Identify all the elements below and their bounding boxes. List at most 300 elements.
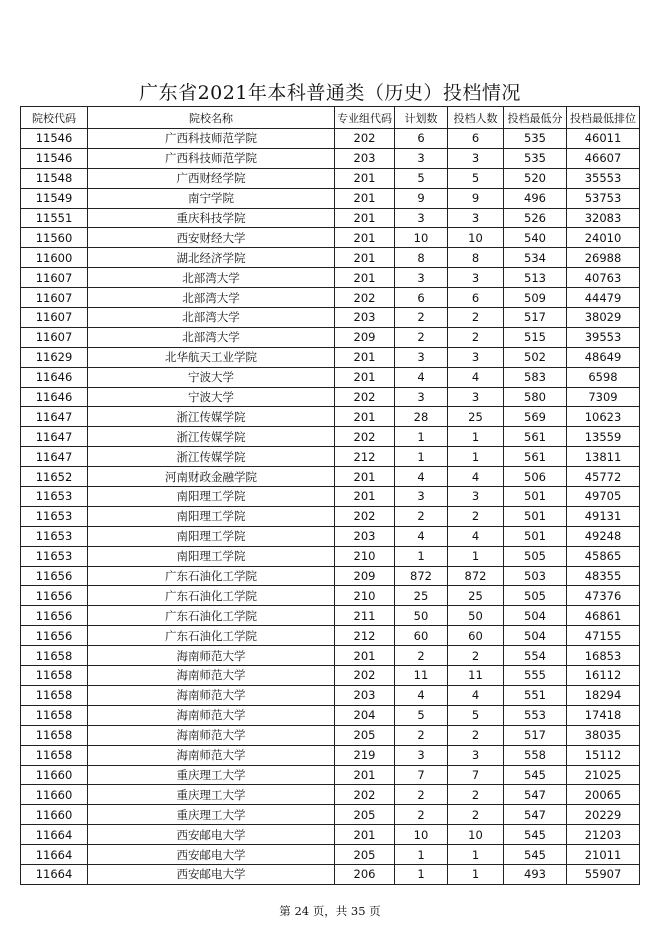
table-row [21, 825, 640, 845]
min-score-cell: 496 [504, 188, 567, 208]
table-row [21, 725, 640, 745]
plan-count-cell: 10 [395, 825, 448, 845]
group-code-cell: 211 [335, 606, 395, 626]
column-header-min-rank: 投档最低排位 [567, 107, 640, 129]
school-name-cell: 南阳理工学院 [88, 526, 335, 546]
school-code-cell: 11658 [21, 705, 88, 725]
school-name-cell: 南宁学院 [88, 188, 335, 208]
min-rank-cell: 20229 [567, 805, 640, 825]
school-name-cell: 北部湾大学 [88, 268, 335, 288]
group-code-cell: 201 [335, 188, 395, 208]
admitted-count-cell: 3 [448, 347, 504, 367]
min-rank-cell: 45865 [567, 546, 640, 566]
group-code-cell: 201 [335, 228, 395, 248]
school-code-cell: 11546 [21, 148, 88, 168]
admitted-count-cell: 6 [448, 288, 504, 308]
min-score-cell: 561 [504, 447, 567, 467]
min-rank-cell: 48355 [567, 566, 640, 586]
plan-count-cell: 2 [395, 308, 448, 328]
group-code-cell: 203 [335, 526, 395, 546]
school-code-cell: 11658 [21, 666, 88, 686]
admitted-count-cell: 3 [448, 487, 504, 507]
plan-count-cell: 1 [395, 546, 448, 566]
group-code-cell: 201 [335, 347, 395, 367]
min-score-cell: 504 [504, 606, 567, 626]
table-row [21, 347, 640, 367]
plan-count-cell: 2 [395, 506, 448, 526]
table-row [21, 268, 640, 288]
group-code-cell: 201 [335, 268, 395, 288]
plan-count-cell: 1 [395, 845, 448, 865]
group-code-cell: 202 [335, 129, 395, 149]
school-name-cell: 重庆理工大学 [88, 765, 335, 785]
min-score-cell: 506 [504, 467, 567, 487]
table-row [21, 526, 640, 546]
min-rank-cell: 38035 [567, 725, 640, 745]
min-score-cell: 547 [504, 785, 567, 805]
school-name-cell: 重庆科技学院 [88, 208, 335, 228]
plan-count-cell: 4 [395, 467, 448, 487]
school-code-cell: 11656 [21, 586, 88, 606]
min-rank-cell: 55907 [567, 864, 640, 884]
min-score-cell: 553 [504, 705, 567, 725]
min-score-cell: 517 [504, 725, 567, 745]
admitted-count-cell: 50 [448, 606, 504, 626]
min-rank-cell: 38029 [567, 308, 640, 328]
group-code-cell: 202 [335, 427, 395, 447]
min-score-cell: 526 [504, 208, 567, 228]
table-row [21, 586, 640, 606]
table-row [21, 188, 640, 208]
min-rank-cell: 18294 [567, 685, 640, 705]
table-row [21, 805, 640, 825]
admitted-count-cell: 3 [448, 745, 504, 765]
table-row [21, 845, 640, 865]
table-row [21, 427, 640, 447]
school-name-cell: 广东石油化工学院 [88, 586, 335, 606]
group-code-cell: 206 [335, 864, 395, 884]
group-code-cell: 212 [335, 447, 395, 467]
table-row [21, 864, 640, 884]
admitted-count-cell: 1 [448, 427, 504, 447]
school-code-cell: 11660 [21, 765, 88, 785]
table-row [21, 705, 640, 725]
group-code-cell: 209 [335, 566, 395, 586]
plan-count-cell: 9 [395, 188, 448, 208]
min-rank-cell: 10623 [567, 407, 640, 427]
plan-count-cell: 2 [395, 805, 448, 825]
admitted-count-cell: 2 [448, 327, 504, 347]
school-code-cell: 11656 [21, 626, 88, 646]
group-code-cell: 209 [335, 327, 395, 347]
min-score-cell: 502 [504, 347, 567, 367]
plan-count-cell: 4 [395, 526, 448, 546]
group-code-cell: 201 [335, 407, 395, 427]
school-name-cell: 西安邮电大学 [88, 825, 335, 845]
admitted-count-cell: 25 [448, 586, 504, 606]
school-code-cell: 11664 [21, 864, 88, 884]
admitted-count-cell: 3 [448, 208, 504, 228]
school-name-cell: 广西科技师范学院 [88, 129, 335, 149]
admitted-count-cell: 9 [448, 188, 504, 208]
school-name-cell: 广东石油化工学院 [88, 626, 335, 646]
min-rank-cell: 47155 [567, 626, 640, 646]
plan-count-cell: 872 [395, 566, 448, 586]
table-row [21, 745, 640, 765]
min-rank-cell: 7309 [567, 387, 640, 407]
admission-table [20, 106, 640, 885]
school-code-cell: 11664 [21, 845, 88, 865]
group-code-cell: 210 [335, 546, 395, 566]
admitted-count-cell: 2 [448, 785, 504, 805]
admitted-count-cell: 872 [448, 566, 504, 586]
min-rank-cell: 21025 [567, 765, 640, 785]
min-rank-cell: 16112 [567, 666, 640, 686]
school-code-cell: 11658 [21, 725, 88, 745]
table-row [21, 129, 640, 149]
school-code-cell: 11658 [21, 646, 88, 666]
min-rank-cell: 21203 [567, 825, 640, 845]
table-row [21, 447, 640, 467]
table-row [21, 387, 640, 407]
school-name-cell: 北部湾大学 [88, 308, 335, 328]
table-row [21, 467, 640, 487]
min-score-cell: 555 [504, 666, 567, 686]
school-name-cell: 海南师范大学 [88, 725, 335, 745]
plan-count-cell: 2 [395, 725, 448, 745]
admitted-count-cell: 4 [448, 526, 504, 546]
table-row [21, 248, 640, 268]
min-score-cell: 501 [504, 526, 567, 546]
min-rank-cell: 35553 [567, 168, 640, 188]
table-header-row [21, 107, 640, 129]
plan-count-cell: 3 [395, 208, 448, 228]
school-code-cell: 11607 [21, 308, 88, 328]
admitted-count-cell: 3 [448, 268, 504, 288]
admitted-count-cell: 1 [448, 546, 504, 566]
table-row [21, 288, 640, 308]
min-rank-cell: 32083 [567, 208, 640, 228]
school-name-cell: 浙江传媒学院 [88, 407, 335, 427]
group-code-cell: 212 [335, 626, 395, 646]
min-score-cell: 534 [504, 248, 567, 268]
school-code-cell: 11607 [21, 268, 88, 288]
min-score-cell: 583 [504, 367, 567, 387]
group-code-cell: 202 [335, 666, 395, 686]
min-rank-cell: 16853 [567, 646, 640, 666]
school-code-cell: 11653 [21, 506, 88, 526]
school-code-cell: 11653 [21, 487, 88, 507]
plan-count-cell: 3 [395, 487, 448, 507]
school-name-cell: 广西科技师范学院 [88, 148, 335, 168]
admitted-count-cell: 4 [448, 467, 504, 487]
group-code-cell: 201 [335, 487, 395, 507]
min-rank-cell: 24010 [567, 228, 640, 248]
plan-count-cell: 2 [395, 646, 448, 666]
min-score-cell: 520 [504, 168, 567, 188]
min-rank-cell: 49705 [567, 487, 640, 507]
admitted-count-cell: 6 [448, 129, 504, 149]
min-rank-cell: 13559 [567, 427, 640, 447]
admitted-count-cell: 5 [448, 168, 504, 188]
min-score-cell: 517 [504, 308, 567, 328]
admitted-count-cell: 2 [448, 646, 504, 666]
group-code-cell: 201 [335, 646, 395, 666]
min-rank-cell: 49248 [567, 526, 640, 546]
admitted-count-cell: 1 [448, 845, 504, 865]
min-score-cell: 580 [504, 387, 567, 407]
plan-count-cell: 28 [395, 407, 448, 427]
admitted-count-cell: 10 [448, 825, 504, 845]
table-row [21, 308, 640, 328]
school-code-cell: 11647 [21, 427, 88, 447]
table-row [21, 487, 640, 507]
group-code-cell: 202 [335, 506, 395, 526]
school-name-cell: 湖北经济学院 [88, 248, 335, 268]
plan-count-cell: 3 [395, 745, 448, 765]
table-row [21, 148, 640, 168]
group-code-cell: 201 [335, 248, 395, 268]
min-score-cell: 535 [504, 129, 567, 149]
school-name-cell: 河南财政金融学院 [88, 467, 335, 487]
min-score-cell: 545 [504, 765, 567, 785]
table-row [21, 327, 640, 347]
school-code-cell: 11646 [21, 367, 88, 387]
min-score-cell: 547 [504, 805, 567, 825]
school-name-cell: 浙江传媒学院 [88, 447, 335, 467]
admitted-count-cell: 2 [448, 725, 504, 745]
plan-count-cell: 60 [395, 626, 448, 646]
min-score-cell: 505 [504, 586, 567, 606]
plan-count-cell: 50 [395, 606, 448, 626]
plan-count-cell: 5 [395, 705, 448, 725]
table-row [21, 506, 640, 526]
school-code-cell: 11560 [21, 228, 88, 248]
min-rank-cell: 26988 [567, 248, 640, 268]
column-header-min-score: 投档最低分 [504, 107, 567, 129]
admitted-count-cell: 1 [448, 447, 504, 467]
group-code-cell: 201 [335, 467, 395, 487]
min-score-cell: 501 [504, 506, 567, 526]
school-name-cell: 南阳理工学院 [88, 487, 335, 507]
group-code-cell: 210 [335, 586, 395, 606]
school-name-cell: 广西财经学院 [88, 168, 335, 188]
plan-count-cell: 3 [395, 268, 448, 288]
group-code-cell: 204 [335, 705, 395, 725]
min-score-cell: 558 [504, 745, 567, 765]
table-row [21, 626, 640, 646]
school-code-cell: 11653 [21, 546, 88, 566]
column-header-school-name: 院校名称 [88, 107, 335, 129]
school-code-cell: 11658 [21, 685, 88, 705]
school-code-cell: 11600 [21, 248, 88, 268]
school-code-cell: 11629 [21, 347, 88, 367]
group-code-cell: 201 [335, 765, 395, 785]
table-row [21, 646, 640, 666]
min-rank-cell: 45772 [567, 467, 640, 487]
admitted-count-cell: 3 [448, 387, 504, 407]
table-row [21, 228, 640, 248]
school-code-cell: 11664 [21, 825, 88, 845]
admitted-count-cell: 3 [448, 148, 504, 168]
school-name-cell: 海南师范大学 [88, 705, 335, 725]
school-name-cell: 广东石油化工学院 [88, 606, 335, 626]
min-rank-cell: 20065 [567, 785, 640, 805]
min-score-cell: 509 [504, 288, 567, 308]
group-code-cell: 205 [335, 845, 395, 865]
min-score-cell: 540 [504, 228, 567, 248]
plan-count-cell: 6 [395, 129, 448, 149]
min-rank-cell: 44479 [567, 288, 640, 308]
plan-count-cell: 3 [395, 148, 448, 168]
min-rank-cell: 6598 [567, 367, 640, 387]
school-name-cell: 海南师范大学 [88, 745, 335, 765]
min-rank-cell: 46011 [567, 129, 640, 149]
group-code-cell: 205 [335, 805, 395, 825]
column-header-school-code: 院校代码 [21, 107, 88, 129]
group-code-cell: 203 [335, 685, 395, 705]
admitted-count-cell: 2 [448, 308, 504, 328]
min-score-cell: 551 [504, 685, 567, 705]
min-score-cell: 493 [504, 864, 567, 884]
group-code-cell: 201 [335, 168, 395, 188]
plan-count-cell: 3 [395, 387, 448, 407]
table-row [21, 666, 640, 686]
school-code-cell: 11660 [21, 785, 88, 805]
group-code-cell: 201 [335, 208, 395, 228]
school-code-cell: 11656 [21, 566, 88, 586]
school-name-cell: 海南师范大学 [88, 685, 335, 705]
min-score-cell: 561 [504, 427, 567, 447]
school-code-cell: 11660 [21, 805, 88, 825]
table-row [21, 785, 640, 805]
plan-count-cell: 3 [395, 347, 448, 367]
table-row [21, 685, 640, 705]
school-code-cell: 11607 [21, 327, 88, 347]
page-footer: 第 24 页，共 35 页 [279, 904, 381, 918]
group-code-cell: 202 [335, 785, 395, 805]
plan-count-cell: 1 [395, 864, 448, 884]
group-code-cell: 219 [335, 745, 395, 765]
min-score-cell: 505 [504, 546, 567, 566]
school-code-cell: 11607 [21, 288, 88, 308]
school-name-cell: 西安财经大学 [88, 228, 335, 248]
min-rank-cell: 39553 [567, 327, 640, 347]
plan-count-cell: 5 [395, 168, 448, 188]
admitted-count-cell: 2 [448, 805, 504, 825]
school-code-cell: 11658 [21, 745, 88, 765]
school-code-cell: 11647 [21, 407, 88, 427]
plan-count-cell: 25 [395, 586, 448, 606]
school-name-cell: 广东石油化工学院 [88, 566, 335, 586]
plan-count-cell: 7 [395, 765, 448, 785]
min-rank-cell: 47376 [567, 586, 640, 606]
min-rank-cell: 40763 [567, 268, 640, 288]
min-rank-cell: 15112 [567, 745, 640, 765]
min-rank-cell: 21011 [567, 845, 640, 865]
table-body [21, 129, 640, 885]
admitted-count-cell: 60 [448, 626, 504, 646]
group-code-cell: 202 [335, 288, 395, 308]
school-name-cell: 重庆理工大学 [88, 785, 335, 805]
school-code-cell: 11653 [21, 526, 88, 546]
min-rank-cell: 48649 [567, 347, 640, 367]
plan-count-cell: 4 [395, 685, 448, 705]
table-row [21, 606, 640, 626]
plan-count-cell: 10 [395, 228, 448, 248]
min-rank-cell: 46607 [567, 148, 640, 168]
plan-count-cell: 4 [395, 367, 448, 387]
min-rank-cell: 53753 [567, 188, 640, 208]
min-score-cell: 503 [504, 566, 567, 586]
min-rank-cell: 46861 [567, 606, 640, 626]
school-name-cell: 北华航天工业学院 [88, 347, 335, 367]
admitted-count-cell: 4 [448, 367, 504, 387]
school-name-cell: 海南师范大学 [88, 666, 335, 686]
min-score-cell: 515 [504, 327, 567, 347]
table-row [21, 208, 640, 228]
group-code-cell: 203 [335, 308, 395, 328]
plan-count-cell: 8 [395, 248, 448, 268]
table-row [21, 168, 640, 188]
min-score-cell: 513 [504, 268, 567, 288]
school-code-cell: 11652 [21, 467, 88, 487]
table-row [21, 566, 640, 586]
school-code-cell: 11551 [21, 208, 88, 228]
group-code-cell: 205 [335, 725, 395, 745]
admitted-count-cell: 8 [448, 248, 504, 268]
school-code-cell: 11647 [21, 447, 88, 467]
plan-count-cell: 2 [395, 327, 448, 347]
admitted-count-cell: 4 [448, 685, 504, 705]
page-title: 广东省2021年本科普通类（历史）投档情况 [139, 82, 521, 104]
column-header-admitted-count: 投档人数 [448, 107, 504, 129]
school-name-cell: 海南师范大学 [88, 646, 335, 666]
min-rank-cell: 13811 [567, 447, 640, 467]
school-code-cell: 11656 [21, 606, 88, 626]
min-score-cell: 545 [504, 845, 567, 865]
table-row [21, 367, 640, 387]
admitted-count-cell: 10 [448, 228, 504, 248]
plan-count-cell: 1 [395, 427, 448, 447]
school-name-cell: 南阳理工学院 [88, 546, 335, 566]
min-score-cell: 569 [504, 407, 567, 427]
plan-count-cell: 11 [395, 666, 448, 686]
plan-count-cell: 6 [395, 288, 448, 308]
min-score-cell: 501 [504, 487, 567, 507]
school-name-cell: 重庆理工大学 [88, 805, 335, 825]
school-name-cell: 北部湾大学 [88, 327, 335, 347]
min-score-cell: 535 [504, 148, 567, 168]
plan-count-cell: 1 [395, 447, 448, 467]
min-score-cell: 545 [504, 825, 567, 845]
admitted-count-cell: 25 [448, 407, 504, 427]
admitted-count-cell: 1 [448, 864, 504, 884]
group-code-cell: 202 [335, 387, 395, 407]
min-score-cell: 504 [504, 626, 567, 646]
min-score-cell: 554 [504, 646, 567, 666]
school-name-cell: 宁波大学 [88, 387, 335, 407]
admitted-count-cell: 7 [448, 765, 504, 785]
school-name-cell: 南阳理工学院 [88, 506, 335, 526]
school-code-cell: 11546 [21, 129, 88, 149]
table-row [21, 546, 640, 566]
table-row [21, 407, 640, 427]
column-header-group-code: 专业组代码 [335, 107, 395, 129]
school-name-cell: 北部湾大学 [88, 288, 335, 308]
group-code-cell: 201 [335, 367, 395, 387]
admitted-count-cell: 5 [448, 705, 504, 725]
